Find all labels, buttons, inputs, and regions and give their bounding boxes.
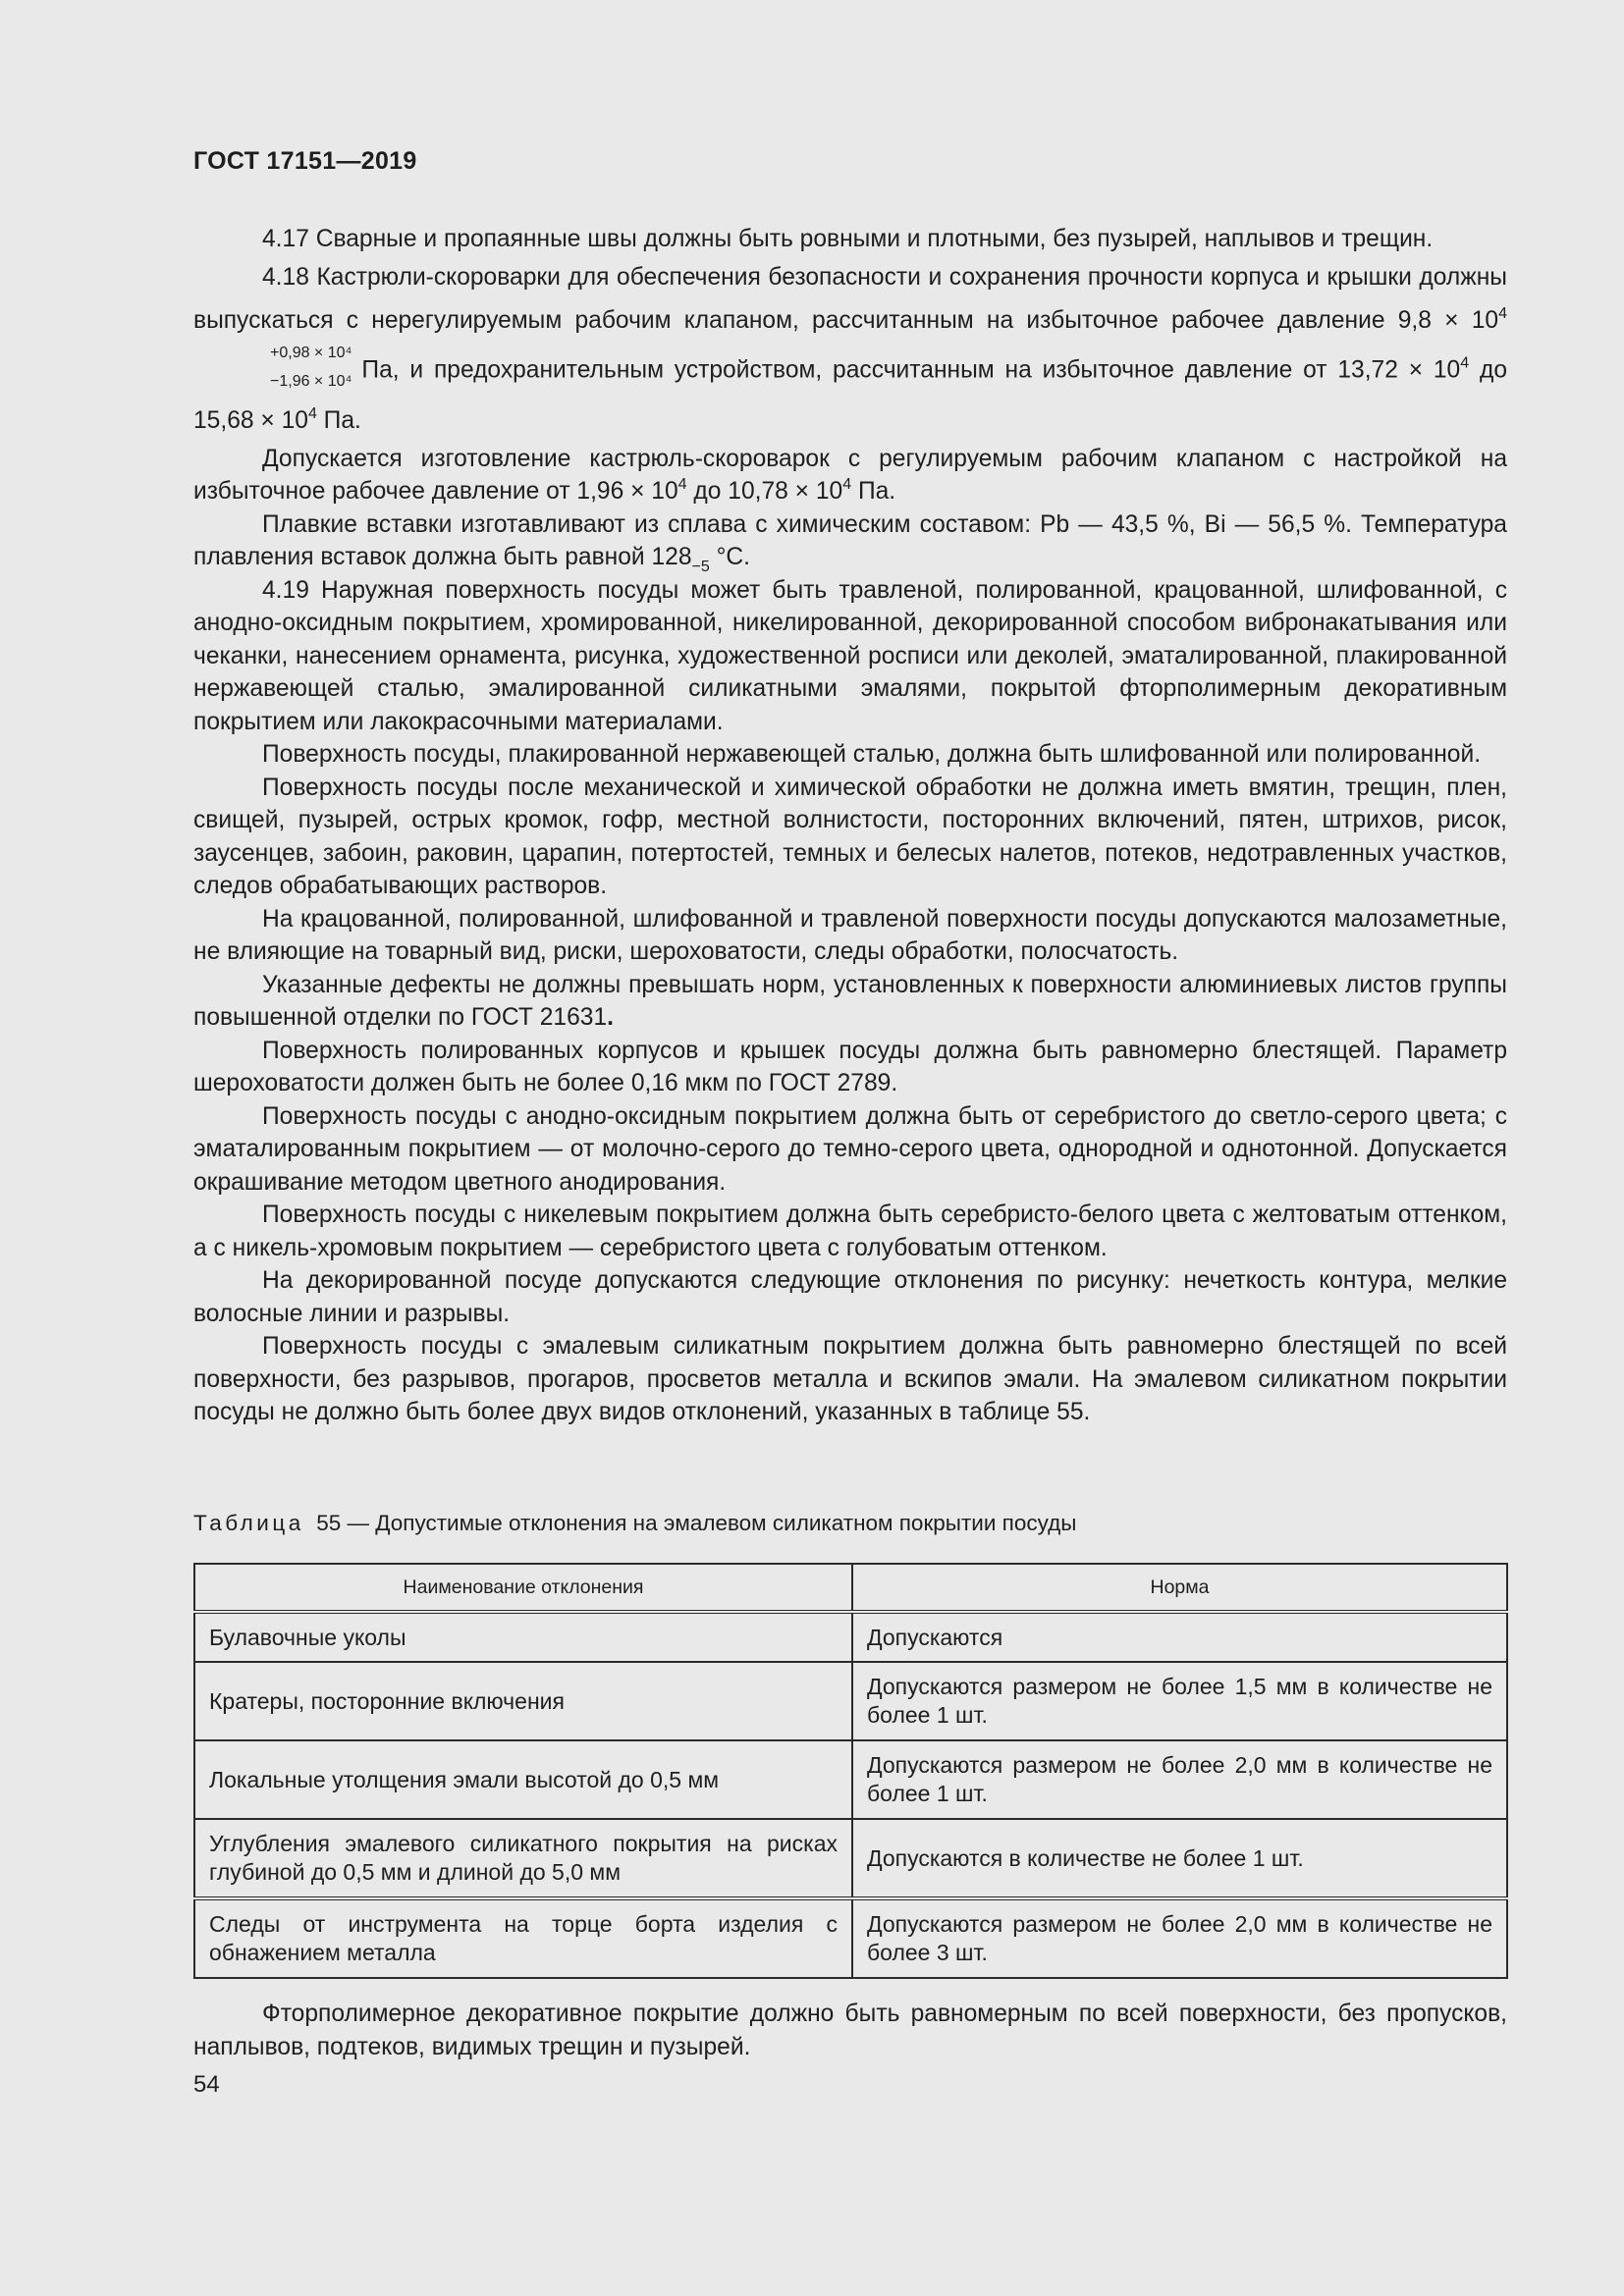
paragraph-fluoropolymer: Фторполимерное декоративное покрытие должно быть равномерным по всей поверхности, без пропусков, наплывов, подтеков, видимых трещин и пузырей. <box>193 2001 1507 2060</box>
table-cell: Углубления эмалевого силикатного покрытия на рисках глубиной до 0,5 мм и длиной до 5,0 мм <box>194 1819 852 1898</box>
table-row <box>194 1662 1507 1740</box>
table-cell: Кратеры, посторонние включения <box>194 1662 852 1740</box>
page-number: 54 <box>193 2071 220 2098</box>
tolerance-upper: +0,98 × 10⁴ <box>270 344 352 361</box>
paragraph-nickel-surface: Поверхность посуды с никелевым покрытием должна быть серебристо-белого цвета с желтоватым оттенком, а с никель-хромовым покрытием — серебристого цвета с голубоватым оттенком. <box>193 1201 1507 1261</box>
document-header: ГОСТ 17151—2019 <box>193 147 417 175</box>
column-header-norm: Норма <box>852 1564 1507 1612</box>
table-row <box>194 1819 1507 1898</box>
paragraph-anodized-surface: Поверхность посуды с анодно-оксидным покрытием должна быть от серебристого до светло-серого цвета; с эматалированным покрытием — от молочно-серого до темно-серого цвета, однородной и однотонной. Допускается окрашивание методом цветного анодирования. <box>193 1102 1507 1196</box>
paragraph-polished-surface: Поверхность полированных корпусов и крышек посуды должна быть равномерно блестящей. Параметр шероховатости должен быть не более 0,16 мкм по ГОСТ 2789. <box>193 1037 1507 1096</box>
table-cell: Допускаются размером не более 1,5 мм в количестве не более 1 шт. <box>852 1662 1507 1740</box>
table-row <box>194 1898 1507 1978</box>
closing-text <box>193 1998 1507 2063</box>
table-cell: Допускаются размером не более 2,0 мм в количестве не более 1 шт. <box>852 1740 1507 1819</box>
paragraph-enamel: Поверхность посуды с эмалевым силикатным покрытием должна быть равномерно блестящей по всей поверхности, без разрывов, прогаров, просветов металла и вскипов эмали. На эмалевом силикатном покрытии посуды не должно быть более двух видов отклонений, указанных в таблице 55. <box>193 1333 1507 1425</box>
table-cell: Локальные утолщения эмали высотой до 0,5 мм <box>194 1740 852 1819</box>
table-cell: Допускаются <box>852 1612 1507 1662</box>
pressure-tolerance <box>201 339 352 396</box>
table-cell: Следы от инструмента на торце борта изделия с обнажением металла <box>194 1898 852 1978</box>
table-caption: Таблица 55 — Допустимые отклонения на эмалевом силикатном покрытии посуды <box>193 1511 1077 1535</box>
exponent: 4 <box>1498 304 1507 322</box>
paragraph-mechanical-treatment: Поверхность посуды после механической и химической обработки не должна иметь вмятин, трещин, плен, свищей, пузырей, острых кромок, гофр, местной волнистости, посторонних включений, пятен, штрихов, рисок, заусенцев, забоин, раковин, царапин, потертостей, темных и белесых налетов, потеков, недотравленных участков, следов обрабатывающих растворов. <box>193 774 1507 899</box>
paragraph-clad-surface: Поверхность посуды, плакированной нержавеющей сталью, должна быть шлифованной или полированной. <box>262 741 1482 768</box>
paragraph-brushed-surface: На крацованной, полированной, шлифованной и травленой поверхности посуды допускаются малозаметные, не влияющие на товарный вид, риски, шероховатости, следы обработки, полосчатость. <box>193 905 1507 965</box>
paragraph-regulated-valve: Допускается изготовление кастрюль-скороварок с регулируемым рабочим клапаном с настройкой на избыточное рабочее давление от $1,96 \times 10^4$ до $10,78 \times 10^4$ Па. <box>193 445 1507 505</box>
table-row <box>194 1740 1507 1819</box>
paragraph-4-17: 4.17 Сварные и пропаянные швы должны быть ровными и плотными, без пузырей, наплывов и трещин. <box>262 226 1434 252</box>
table-cell: Допускаются в количестве не более 1 шт. <box>852 1819 1507 1898</box>
deviations-table <box>193 1563 1508 1979</box>
paragraph-defects-limit: Указанные дефекты не должны превышать норм, установленных к поверхности алюминиевых листов группы повышенной отделки по ГОСТ 21631. <box>193 971 1507 1031</box>
table-header-row <box>194 1564 1507 1612</box>
table-row <box>194 1612 1507 1662</box>
paragraph-4-18: 4.18 Кастрюли-скороварки для обеспечения безопасности и сохранения прочности корпуса и крышки должны выпускаться с нерегулируемым рабочим клапаном, рассчитанным на избыточное рабочее давление $9,8 \times 10^4$ +0,98 × 10⁴ −1,96 × 10⁴ Па, и предохранительным устройством, рассчитанным на избыточное давление от $13,72 \times 10^4$ до $15,68 \times 10^4$ Па. <box>193 263 1507 434</box>
column-header-deviation: Наименование отклонения <box>194 1564 852 1612</box>
temperature-tolerance: −5 <box>691 559 710 575</box>
paragraph-decorated: На декорированной посуде допускаются следующие отклонения по рисунку: нечеткость контура, мелкие волосные линии и разрывы. <box>193 1267 1507 1327</box>
paragraph-fusible-inserts: Плавкие вставки изготавливают из сплава с химическим составом: Pb — 43,5 %, Bi — 56,5 %. Температура плавления вставок должна быть равной $128_{-5}$ °С. <box>193 510 1507 575</box>
document-body <box>193 223 1507 1429</box>
table-cell: Допускаются размером не более 2,0 мм в количестве не более 3 шт. <box>852 1898 1507 1978</box>
table-cell: Булавочные уколы <box>194 1612 852 1662</box>
paragraph-4-19: 4.19 Наружная поверхность посуды может быть травленой, полированной, крацованной, шлифованной, с анодно-оксидным покрытием, хромированной, никелированной, декорированной способом вибронакатывания или чеканки, нанесением орнамента, рисунка, художественной росписи или деколей, эматалированной, плакированной нержавеющей сталью, эмалированной силикатными эмалями, покрытой фторполимерным декоративным покрытием или лакокрасочными материалами. <box>193 576 1507 735</box>
tolerance-lower: −1,96 × 10⁴ <box>270 372 352 390</box>
